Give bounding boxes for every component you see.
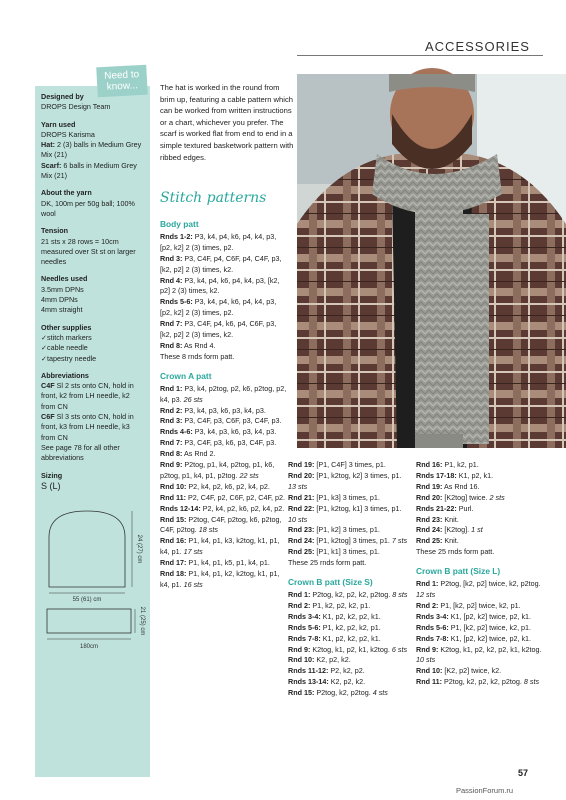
row-label: Rnd 11:	[416, 677, 442, 687]
row-instruction: P1, k4, p1, k3, k2tog, k1, p1, k4, p1.	[160, 536, 280, 557]
badge-line-1: Need to	[103, 69, 140, 82]
row-instruction: P1, k2, p1.	[444, 460, 479, 469]
stitch-count: 8 sts	[523, 677, 540, 687]
row-instruction: P2tog, k2, p2, k2, p2tog.	[443, 677, 522, 687]
pattern-row	[288, 655, 410, 666]
pattern-row	[416, 471, 546, 482]
abbreviations-heading: Abbreviations	[41, 370, 89, 380]
row-instruction: [P1, C4F] 3 times, p1.	[316, 460, 386, 469]
stitch-count: 7 sts	[391, 536, 408, 546]
header-rule	[297, 55, 543, 56]
row-label: Rnds 5-6:	[160, 297, 193, 307]
row-label: Rnds 7-8:	[416, 633, 449, 643]
row-instruction: P3, C4F, p3, k6, p3, C4F, p3.	[184, 438, 277, 448]
pattern-row	[160, 493, 288, 504]
pattern-row	[416, 493, 546, 504]
row-label: Rnd 23:	[416, 514, 443, 524]
row-label: Rnd 9:	[160, 460, 183, 470]
row-instruction: P3, C4F, p4, k6, p4, C6F, p3, [k2, p2] 2 (3) times, k2.	[160, 319, 277, 340]
row-instruction: As Rnd 4.	[183, 340, 216, 350]
row-label: Rnd 15:	[288, 688, 315, 698]
row-instruction: [K2tog].	[444, 525, 470, 535]
row-label: Rnd 25:	[288, 547, 315, 557]
pattern-note: These 25 rnds form patt.	[288, 558, 367, 568]
row-label: Rnd 7:	[160, 438, 183, 448]
tension-heading: Tension	[41, 226, 69, 236]
row-instruction: [P1, k2] 3 times, p1.	[316, 525, 380, 535]
pattern-row	[416, 623, 546, 634]
row-label: Rnd 1:	[160, 383, 183, 393]
supply-item: ✓ stitch markers	[41, 333, 144, 343]
pattern-row	[416, 536, 546, 547]
row-label: Rnd 2:	[288, 600, 311, 610]
pattern-section-heading: Crown B patt (Size S)	[288, 577, 373, 588]
row-instruction: P1, [k2, p2] twice, k2, p1.	[440, 600, 521, 610]
pattern-row	[288, 525, 410, 536]
row-label: Rnd 1:	[288, 589, 311, 599]
pattern-row	[160, 341, 288, 352]
hat-height-label: 24 (27) cm	[136, 534, 142, 564]
row-label: Rnd 9:	[288, 644, 311, 654]
badge-line-2: know...	[106, 80, 139, 93]
row-instruction: K1, p2, k2, p2, k1.	[322, 611, 381, 621]
row-label: Rnds 11-12:	[288, 666, 329, 676]
row-instruction: K2, p2, k2.	[316, 655, 351, 665]
row-instruction: P1, k4, p1, k2, k2tog, k1, p1, k4, p1.	[160, 569, 280, 589]
row-label: Rnd 7:	[160, 319, 183, 329]
row-instruction: P3, k4, p4, k6, p4, k4, p3, [p2, k2] 2 (3) times, p2.	[160, 297, 277, 318]
row-label: Rnd 10:	[416, 666, 443, 676]
row-instruction: K1, p2, k2, p2, k1.	[322, 633, 381, 643]
row-instruction: As Rnd 2.	[183, 449, 216, 459]
pattern-row	[160, 406, 288, 417]
row-label: Rnd 10:	[160, 481, 187, 491]
designed-by: DROPS Design Team	[41, 102, 111, 112]
pattern-row	[416, 677, 546, 688]
pattern-row	[416, 579, 546, 601]
scarf-yarn: Scarf: 6 balls in Medium Grey Mix (21)	[41, 160, 137, 181]
pattern-row	[160, 427, 288, 438]
pattern-row	[160, 276, 288, 298]
stitch-count: 22 sts	[239, 470, 259, 480]
row-instruction: K1, [p2, k2] twice, p2, k1.	[450, 611, 532, 621]
stitch-patterns-title: Stitch patterns	[160, 190, 267, 206]
pattern-row	[416, 666, 546, 677]
row-instruction: [K2, p2] twice, k2.	[444, 666, 502, 676]
row-instruction: P3, k4, p3, k6, p3, k4, p3.	[194, 427, 277, 437]
pattern-row	[288, 536, 410, 547]
yarn-used-heading: Yarn used	[41, 119, 76, 129]
row-instruction: [P1, k2tog, k2] 3 times, p1.	[316, 470, 402, 480]
row-label: Rnd 16:	[160, 536, 187, 546]
row-label: Rnd 21:	[288, 492, 315, 502]
pattern-row	[288, 590, 410, 601]
page-number: 57	[518, 768, 529, 778]
supplies-heading: Other supplies	[41, 322, 92, 332]
pattern-row	[288, 645, 410, 656]
pattern-column-2	[288, 460, 410, 699]
tension: 21 sts x 28 rows = 10cm measured over St st on larger needles	[41, 236, 136, 267]
stitch-count: 2 sts	[489, 492, 505, 502]
row-label: Rnd 2:	[416, 600, 439, 610]
pattern-row	[288, 601, 410, 612]
row-label: Rnd 17:	[160, 558, 187, 568]
hat-yarn: Hat: 2 (3) balls in Medium Grey Mix (21)	[41, 140, 142, 160]
row-instruction: P2, k4, p2, k6, p2, k4, p2.	[188, 481, 270, 491]
pattern-row	[416, 601, 546, 612]
row-label: Rnd 24:	[288, 536, 315, 546]
pattern-row	[288, 612, 410, 623]
abbr-c4f: C4F Sl 2 sts onto CN, hold in front, k2 from LH needle, k2 from CN	[41, 381, 134, 411]
about-yarn-heading: About the yarn	[41, 188, 92, 198]
row-label: Rnds 3-4:	[288, 611, 321, 621]
designed-by-heading: Designed by	[41, 92, 84, 101]
stitch-count: 18 sts	[198, 525, 218, 535]
row-instruction: P1, k4, p1, k5, p1, k4, p1.	[188, 558, 270, 568]
row-instruction: P2, k4, p2, k6, p2, k4, p2.	[202, 503, 285, 513]
pattern-column-1	[160, 219, 288, 591]
needle-item: 4mm straight	[41, 305, 83, 315]
row-label: Rnds 3-4:	[416, 611, 449, 621]
row-instruction: P3, k4, p3, k6, p3, k4, p3.	[184, 405, 266, 415]
row-instruction: As Rnd 16.	[443, 481, 480, 491]
row-instruction: [K2tog] twice.	[444, 492, 488, 502]
hat-width-label: 55 (61) cm	[72, 597, 102, 604]
about-yarn: DK, 100m per 50g ball; 100% wool	[41, 198, 135, 218]
row-label: Rnd 4:	[160, 275, 183, 285]
pattern-row	[288, 666, 410, 677]
need-to-know-sidebar	[35, 86, 150, 777]
row-label: Rnd 9:	[416, 644, 439, 654]
pattern-row	[288, 634, 410, 645]
pattern-row	[160, 254, 288, 276]
row-label: Rnd 19:	[288, 460, 315, 469]
pattern-row	[288, 460, 410, 471]
row-instruction: P2tog, [k2, p2] twice, k2, p2tog.	[440, 579, 541, 589]
scarf-end-1	[415, 184, 463, 434]
needle-item: 4mm DPNs	[41, 295, 78, 305]
pattern-row	[288, 688, 410, 699]
abbr-c6f: C6F Sl 3 sts onto CN, hold in front, k3 from LH needle, k3 from CN	[41, 412, 134, 442]
stitch-count: 10 sts	[288, 514, 308, 524]
row-label: Rnds 12-14:	[160, 503, 201, 513]
pattern-section-heading: Body patt	[160, 219, 199, 229]
stitch-count: 16 sts	[183, 580, 203, 589]
supply-item: ✓ tapestry needle	[41, 354, 144, 364]
row-label: Rnd 16:	[416, 460, 443, 469]
row-label: Rnds 13-14:	[288, 677, 329, 687]
stitch-count: 13 sts	[288, 481, 308, 491]
pattern-section-heading: Crown A patt	[160, 370, 212, 381]
needles-heading: Needles used	[41, 274, 88, 284]
stitch-count: 12 sts	[416, 589, 436, 599]
pattern-row	[160, 482, 288, 493]
row-instruction: P1, [k2, p2] twice, k2, p1.	[450, 622, 532, 632]
row-label: Rnd 3:	[160, 253, 183, 263]
stitch-count: 4 sts	[372, 688, 388, 698]
row-instruction: [P1, k2tog] 3 times, p1.	[316, 536, 390, 546]
scarf-width-label: 21 (25) cm	[139, 606, 145, 636]
row-instruction: P3, k4, p4, k6, p4, k4, p3, [k2, p2] 2 (3) times, k2.	[160, 275, 280, 296]
stitch-count: 26 sts	[183, 394, 203, 404]
row-label: Rnd 8:	[160, 340, 183, 350]
row-instruction: K1, p2, k1.	[458, 470, 494, 480]
row-label: Rnd 15:	[160, 514, 187, 524]
row-instruction: P2, k2, p2.	[330, 666, 365, 676]
row-label: Rnds 5-6:	[416, 622, 449, 632]
sizing: S (L)	[41, 480, 61, 491]
pattern-row	[160, 515, 288, 537]
pattern-row	[288, 471, 410, 493]
watermark: PassionForum.ru	[456, 786, 514, 795]
row-label: Rnd 2:	[160, 405, 183, 415]
row-label: Rnd 23:	[288, 525, 315, 535]
row-label: Rnd 20:	[288, 470, 315, 480]
pattern-row	[416, 645, 546, 667]
scarf-outline	[47, 609, 131, 633]
pattern-row	[160, 319, 288, 341]
pattern-note: These 8 rnds form patt.	[160, 351, 235, 361]
stitch-count: 6 sts	[391, 644, 408, 654]
pattern-row	[160, 536, 288, 558]
pattern-row	[416, 612, 546, 623]
scarf-end-2	[457, 214, 489, 444]
row-instruction: [P1, k1] 3 times, p1.	[316, 547, 380, 557]
pattern-row	[288, 547, 410, 558]
row-label: Rnd 3:	[160, 416, 183, 426]
row-label: Rnd 25:	[416, 536, 443, 546]
row-instruction: [P1, k2tog, k1] 3 times, p1.	[316, 503, 402, 513]
schematic-diagram	[41, 497, 144, 657]
yarn-used: DROPS Karisma	[41, 129, 95, 139]
row-instruction: P1, k2, p2, k2, p1.	[322, 622, 381, 632]
pattern-row	[160, 449, 288, 460]
row-instruction: K2tog, k1, p2, k1, k2tog.	[312, 644, 390, 654]
row-label: Rnd 18:	[160, 569, 187, 579]
stitch-count: 10 sts	[416, 655, 436, 665]
row-label: Rnd 1:	[416, 579, 439, 589]
row-instruction: P3, C4F, p3, C6F, p3, C4F, p3.	[184, 416, 282, 426]
row-instruction: K2, p2, k2.	[330, 677, 366, 687]
pattern-note: These 25 rnds form patt.	[416, 547, 495, 557]
row-instruction: K1, [p2, k2] twice, p2, k1.	[450, 633, 532, 643]
row-instruction: Knit.	[444, 536, 459, 546]
row-label: Rnd 8:	[160, 449, 183, 459]
pattern-row	[416, 504, 546, 515]
section-title: ACCESSORIES	[425, 39, 530, 54]
row-label: Rnds 21-22:	[416, 503, 457, 513]
row-label: Rnd 24:	[416, 525, 443, 535]
row-label: Rnd 10:	[288, 655, 315, 665]
intro-paragraph: The hat is worked in the round from brim up, featuring a cable pattern which can be worked from written instructions or a chart, whichever you prefer. The scarf is worked flat from end to end in a simple textured basketwork pattern with ribbed edges.	[160, 83, 294, 162]
need-to-know-badge	[96, 65, 148, 98]
needle-item: 3.5mm DPNs	[41, 284, 84, 294]
pattern-row	[160, 438, 288, 449]
stitch-count: 8 sts	[392, 589, 408, 599]
pattern-row	[288, 677, 410, 688]
pattern-row	[288, 623, 410, 634]
pattern-row	[416, 482, 546, 493]
row-instruction: P2tog, k2, p2tog.	[316, 688, 371, 698]
row-instruction: P2tog, p1, k4, p2tog, p1, k6, p2tog, p1, k4, p1, p2tog.	[160, 460, 275, 480]
stitch-count: 17 sts	[183, 547, 203, 557]
pattern-row	[160, 232, 288, 254]
pattern-section-heading: Crown B patt (Size L)	[416, 566, 501, 577]
pattern-row	[160, 416, 288, 427]
pattern-row	[160, 504, 288, 515]
pattern-row	[288, 493, 410, 504]
hat-outline	[49, 511, 125, 587]
model-photo	[297, 74, 566, 448]
pattern-row	[288, 504, 410, 526]
scarf-length-label: 180cm	[79, 644, 99, 651]
row-label: Rnd 19:	[416, 481, 443, 491]
row-instruction: P3, k4, p2tog, p2, k6, p2tog, p2, k4, p3.	[160, 383, 287, 404]
pattern-row	[416, 634, 546, 645]
row-label: Rnds 17-18:	[416, 470, 457, 480]
pattern-row	[160, 460, 288, 482]
row-label: Rnds 1-2:	[160, 231, 193, 241]
row-instruction: P1, k2, p2, k2, p1.	[312, 600, 371, 610]
row-instruction: Knit.	[444, 514, 459, 524]
supply-item: ✓ cable needle	[41, 343, 144, 353]
row-label: Rnds 7-8:	[288, 633, 321, 643]
pattern-row	[416, 460, 546, 471]
pattern-column-3	[416, 460, 546, 688]
row-instruction: P3, C4F, p4, C6F, p4, C4F, p3, [k2, p2] 2 (3) times, k2.	[160, 253, 282, 274]
row-instruction: P3, k4, p4, k6, p4, k4, p3, [p2, k2] 2 (3) times, p2.	[160, 231, 277, 252]
pattern-row	[160, 569, 288, 591]
row-instruction: P2tog, C4F, p2tog, k6, p2tog, C4F, p2tog.	[160, 514, 282, 535]
row-label: Rnd 20:	[416, 492, 443, 502]
row-instruction: Purl.	[458, 503, 474, 513]
stitch-count: 1 st	[471, 525, 483, 535]
row-label: Rnds 5-6:	[288, 622, 321, 632]
row-instruction: K2tog, k1, p2, k2, p2, k1, k2tog.	[440, 644, 542, 654]
row-instruction: P2tog, k2, p2, k2, p2tog.	[312, 589, 391, 599]
pattern-row	[160, 384, 288, 406]
sizing-heading: Sizing	[41, 470, 63, 480]
row-label: Rnd 22:	[288, 503, 315, 513]
row-instruction: [P1, k3] 3 times, p1.	[316, 492, 380, 502]
pattern-row	[416, 525, 546, 536]
pattern-row	[160, 558, 288, 569]
see-page-note: See page 78 for all other abbreviations	[41, 442, 120, 463]
row-label: Rnd 11:	[160, 492, 186, 502]
pattern-row	[416, 515, 546, 526]
pattern-row	[160, 297, 288, 319]
row-label: Rnds 4-6:	[160, 427, 193, 437]
row-instruction: P2, C4F, p2, C6F, p2, C4F, p2.	[187, 492, 286, 502]
